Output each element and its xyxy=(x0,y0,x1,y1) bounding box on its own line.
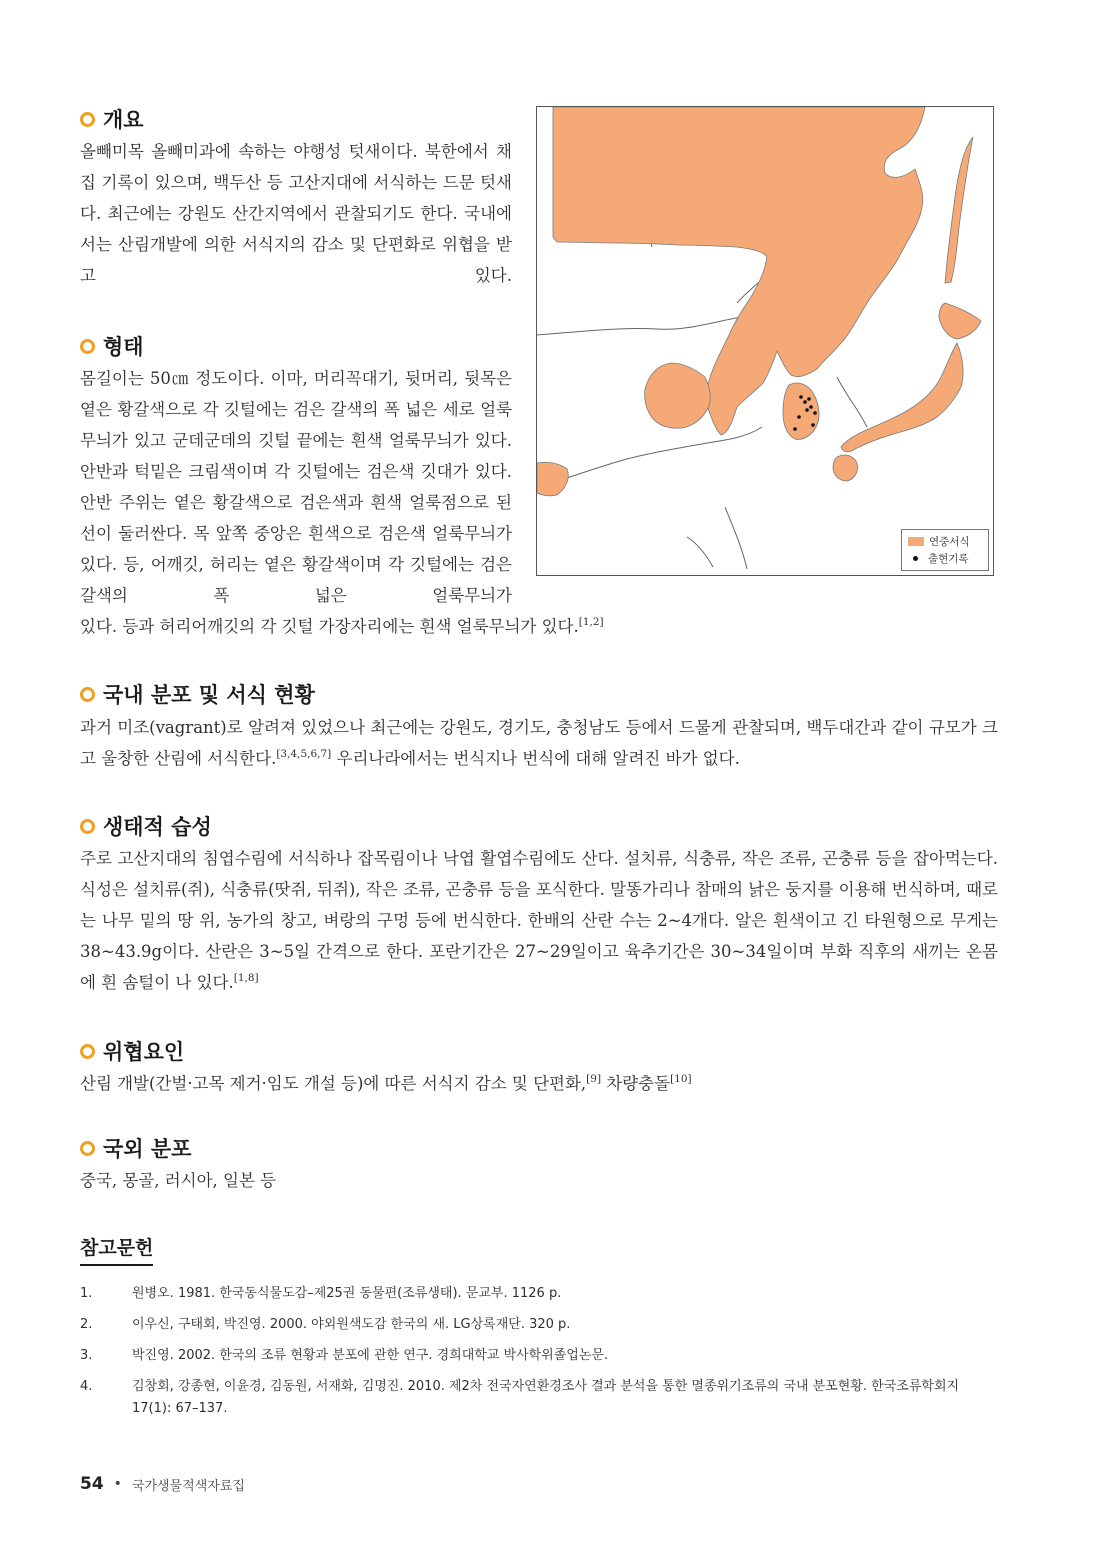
bullet-circle-icon xyxy=(80,1141,95,1156)
citation: [3,4,5,6,7] xyxy=(276,748,332,760)
references-heading: 참고문헌 xyxy=(80,1233,153,1266)
map-legend xyxy=(901,529,989,571)
record-dot xyxy=(813,411,817,415)
threats-text: 산림 개발(간벌·고목 제거·임도 개설 등)에 따른 서식지 감소 및 단편화,[9] 차량충돌[10] xyxy=(80,1073,692,1093)
legend-row-records: 출현기록 xyxy=(908,550,982,567)
morphology-text-last: 있다. 등과 허리어깨깃의 각 깃털 가장자리에는 흰색 얼룩무늬가 있다.[1,2] xyxy=(80,616,604,636)
hokkaido-range xyxy=(939,303,981,339)
abroad-text: 중국, 몽골, 러시아, 일본 등 xyxy=(80,1171,277,1190)
record-dot xyxy=(809,405,813,409)
section-title-abroad: 국외 분포 xyxy=(80,1133,191,1163)
sakhalin-range xyxy=(945,137,973,283)
record-dot xyxy=(811,423,815,427)
range-swatch xyxy=(908,537,924,546)
liaodong-range xyxy=(645,363,711,428)
record-dot xyxy=(807,397,811,401)
section-title-morphology: 형태 xyxy=(80,331,144,361)
citation: [9] xyxy=(586,1073,602,1085)
legend-row-resident: 연중서식 xyxy=(908,533,982,550)
kyushu-range xyxy=(833,455,858,481)
record-dot xyxy=(799,395,803,399)
section-title-overview: 개요 xyxy=(80,104,144,134)
morphology-text: 몸길이는 50㎝ 정도이다. 이마, 머리꼭대기, 뒷머리, 뒷목은 옅은 황갈색으로 각 깃털에는 검은 갈색의 폭 넓은 세로 얼룩무늬가 있고 군데군데의 깃털 끝에는 흰색 얼룩무늬가 있다. 안반과 턱밑은 크림색이며 각 깃털에는 검은색 깃대가 있다. 안반 주위는 옅은 황갈색으로 검은색과 흰색 얼룩점으로 된 선이 둘러싼다. 목 앞쪽 중앙은 흰색으로 검은색 얼룩무늬가 있다. 등, 어깨깃, 허리는 옅은 황갈색이며 각 깃털에는 검은 갈색의 폭 넓은 얼룩무늬가 xyxy=(80,369,512,605)
bullet-circle-icon xyxy=(80,687,95,702)
korea-range xyxy=(783,383,819,439)
border-line xyxy=(537,317,742,335)
citation: [1,2] xyxy=(578,616,604,628)
coastline xyxy=(537,427,762,487)
ecology-text: 주로 고산지대의 침엽수림에 서식하나 잡목림이나 낙엽 활엽수림에도 산다. 설치류, 식충류, 작은 조류, 곤충류 등을 잡아먹는다. 식성은 설치류(쥐), 식충류(땃쥐, 뒤쥐), 작은 조류, 곤충류 등을 포식한다. 말똥가리나 참매의 낡은 둥지를 이용해 번식하며, 때로는 나무 밑의 땅 위, 농가의 창고, 벼랑의 구멍 등에 번식한다. 한배의 산란 수는 2~4개다. 알은 흰색이고 긴 타원형으로 무게는 38~43.9g이다. 산란은 3~5일 간격으로 한다. 포란기간은 27~29일이고 육추기간은 30~34일이며 부화 직후의 새끼는 온몸에 흰 솜털이 나 있다.[1,8] xyxy=(80,849,998,992)
section-title-ecology: 생태적 습성 xyxy=(80,811,212,841)
range-polygons xyxy=(537,107,981,496)
record-dot xyxy=(805,408,809,412)
record-dot xyxy=(803,400,807,404)
reference-item: 2. 이우신, 구태회, 박진영. 2000. 야외원색도감 한국의 새. LG상록재단. 320 p. xyxy=(80,1317,571,1332)
footer-book-title: 국가생물적색자료집 xyxy=(131,1478,245,1494)
border-line xyxy=(837,377,867,427)
page-footer xyxy=(80,1474,245,1494)
distribution-map xyxy=(536,106,994,576)
taiwan-side-range xyxy=(537,462,568,496)
domestic-text: 과거 미조(vagrant)로 알려져 있었으나 최근에는 강원도, 경기도, 충청남도 등에서 드물게 관찰되며, 백두대간과 같이 규모가 크고 울창한 산림에 서식한다.[3,4,5,6,7] 우리나라에서는 번식지나 번식에 대해 알려진 바가 없다. xyxy=(80,718,998,768)
citation: [10] xyxy=(670,1073,692,1085)
overview-text: 올빼미목 올빼미과에 속하는 야행성 텃새이다. 북한에서 채집 기록이 있으며, 백두산 등 고산지대에 서식하는 드문 텃새다. 최근에는 강원도 산간지역에서 관찰되기도 한다. 국내에서는 산림개발에 의한 서식지의 감소 및 단편화로 위협을 받고 있다. xyxy=(80,142,512,285)
page-number: 54 xyxy=(80,1474,104,1494)
continent-range xyxy=(553,107,925,435)
bullet-circle-icon xyxy=(80,819,95,834)
coastline xyxy=(687,537,713,567)
record-dot-icon xyxy=(913,556,918,561)
bullet-circle-icon xyxy=(80,112,95,127)
citation: [1,8] xyxy=(233,972,259,984)
reference-item: 4. 김창회, 강종현, 이윤경, 김동원, 서재화, 김명진. 2010. 제2차 전국자연환경조사 결과 분석을 통한 멸종위기조류의 국내 분포현황. 한국조류학회지 17(1): 67–137. xyxy=(80,1379,960,1416)
reference-item: 1. 원병오. 1981. 한국동식물도감–제25권 동물편(조류생태). 문교부. 1126 p. xyxy=(80,1286,562,1301)
honshu-range xyxy=(841,343,963,452)
references-list xyxy=(80,1283,998,1429)
reference-item: 3. 박진영. 2002. 한국의 조류 현황과 분포에 관한 연구. 경희대학교 박사학위졸업논문. xyxy=(80,1348,609,1363)
bullet-circle-icon xyxy=(80,1044,95,1059)
section-title-domestic: 국내 분포 및 서식 현황 xyxy=(80,679,315,709)
map-svg xyxy=(537,107,993,575)
coastline xyxy=(725,507,747,569)
section-title-threats: 위협요인 xyxy=(80,1036,184,1066)
footer-separator: • xyxy=(113,1476,122,1492)
record-dot xyxy=(797,415,801,419)
record-dot xyxy=(793,427,797,431)
bullet-circle-icon xyxy=(80,339,95,354)
